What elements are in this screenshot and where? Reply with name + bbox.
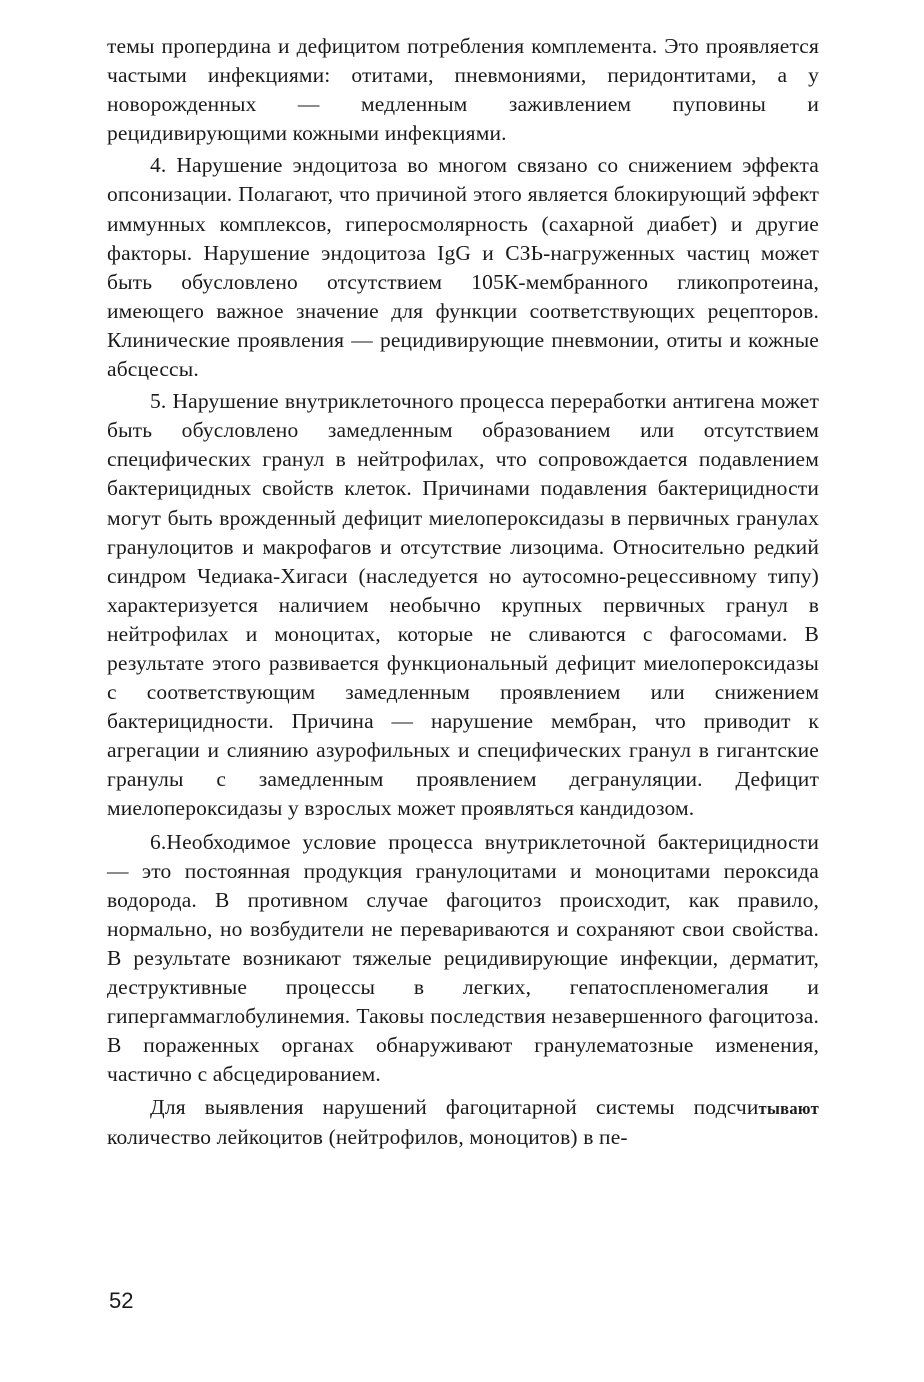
paragraph-continuation: темы пропердина и дефицитом потребления комплемента. Это проявляется частыми инфекциями: отитами, пневмониями, перидонтитами, а у новорожденных — медленным заживлением пуповины и рецидивирующими кожными инфекциями. [107, 34, 819, 146]
paragraph-text-start: Для выявления нарушений фагоцитарной системы подсчи [150, 1095, 759, 1120]
page-number: 52 [109, 1288, 134, 1313]
paragraph-phagocyte-diagnostics [107, 1093, 819, 1152]
paragraph-bold-word: тывают [758, 1099, 819, 1119]
paragraph-item-5: 5. Нарушение внутриклеточного процесса переработки антигена может быть обусловлено замедленным образованием или отсутствием специфических гранул в нейтрофилах, что сопровождается подавлением бактерицидных свойств клеток. Причинами подавления бактерицидности могут быть врожденный дефицит миелопероксидазы в первичных гранулах гранулоцитов и макрофагов и отсутствие лизоцима. Относительно редкий синдром Чедиака-Хигаси (наследуется но аутосомно-рецессивному типу) характеризуется наличием необычно крупных первичных гранул в нейтрофилах и моноцитах, которые не сливаются с фагосомами. В результате этого развивается функциональный дефицит миелопероксидазы с соответствующим замедленным проявлением или снижением бактерицидности. Причина — нарушение мембран, что приводит к агрегации и слиянию азурофильных и специфических гранул в гигантские гранулы с замедленным проявлением дегрануляции. Дефицит миелопероксидазы у взрослых может проявляться кандидозом. [107, 389, 819, 821]
paragraph-item-4: 4. Нарушение эндоцитоза во многом связано со снижением эффекта опсонизации. Полагают, что причиной этого является блокирующий эффект иммунных комплексов, гиперосмолярность (сахарной диабет) и другие факторы. Нарушение эндоцитоза IgG и СЗЬ-нагруженных частиц может быть обусловлено отсутствием 105К-мембранного гликопротеина, имеющего важное значение для функции соответствующих рецепторов. Клинические проявления — рецидивирующие пневмонии, отиты и кожные абсцессы. [107, 153, 819, 382]
paragraph-text-end: количество лейкоцитов (нейтрофилов, моноцитов) в пе- [107, 1125, 628, 1150]
body-text [107, 32, 819, 1153]
paragraph-item-6: 6.Необходимое условие процесса внутриклеточной бактерицидности — это постоянная продукция гранулоцитами и моноцитами пероксида водорода. В противном случае фагоцитоз происходит, как правило, нормально, но возбудители не перевариваются и сохраняют свои свойства. В результате возникают тяжелые рецидивирующие инфекции, дерматит, деструктивные процессы в легких, гепатоспленомегалия и гипергаммаглобулинемия. Таковы последствия незавершенного фагоцитоза. В пораженных органах обнаруживают гранулематозные изменения, частично с абсцедированием. [107, 829, 819, 1087]
